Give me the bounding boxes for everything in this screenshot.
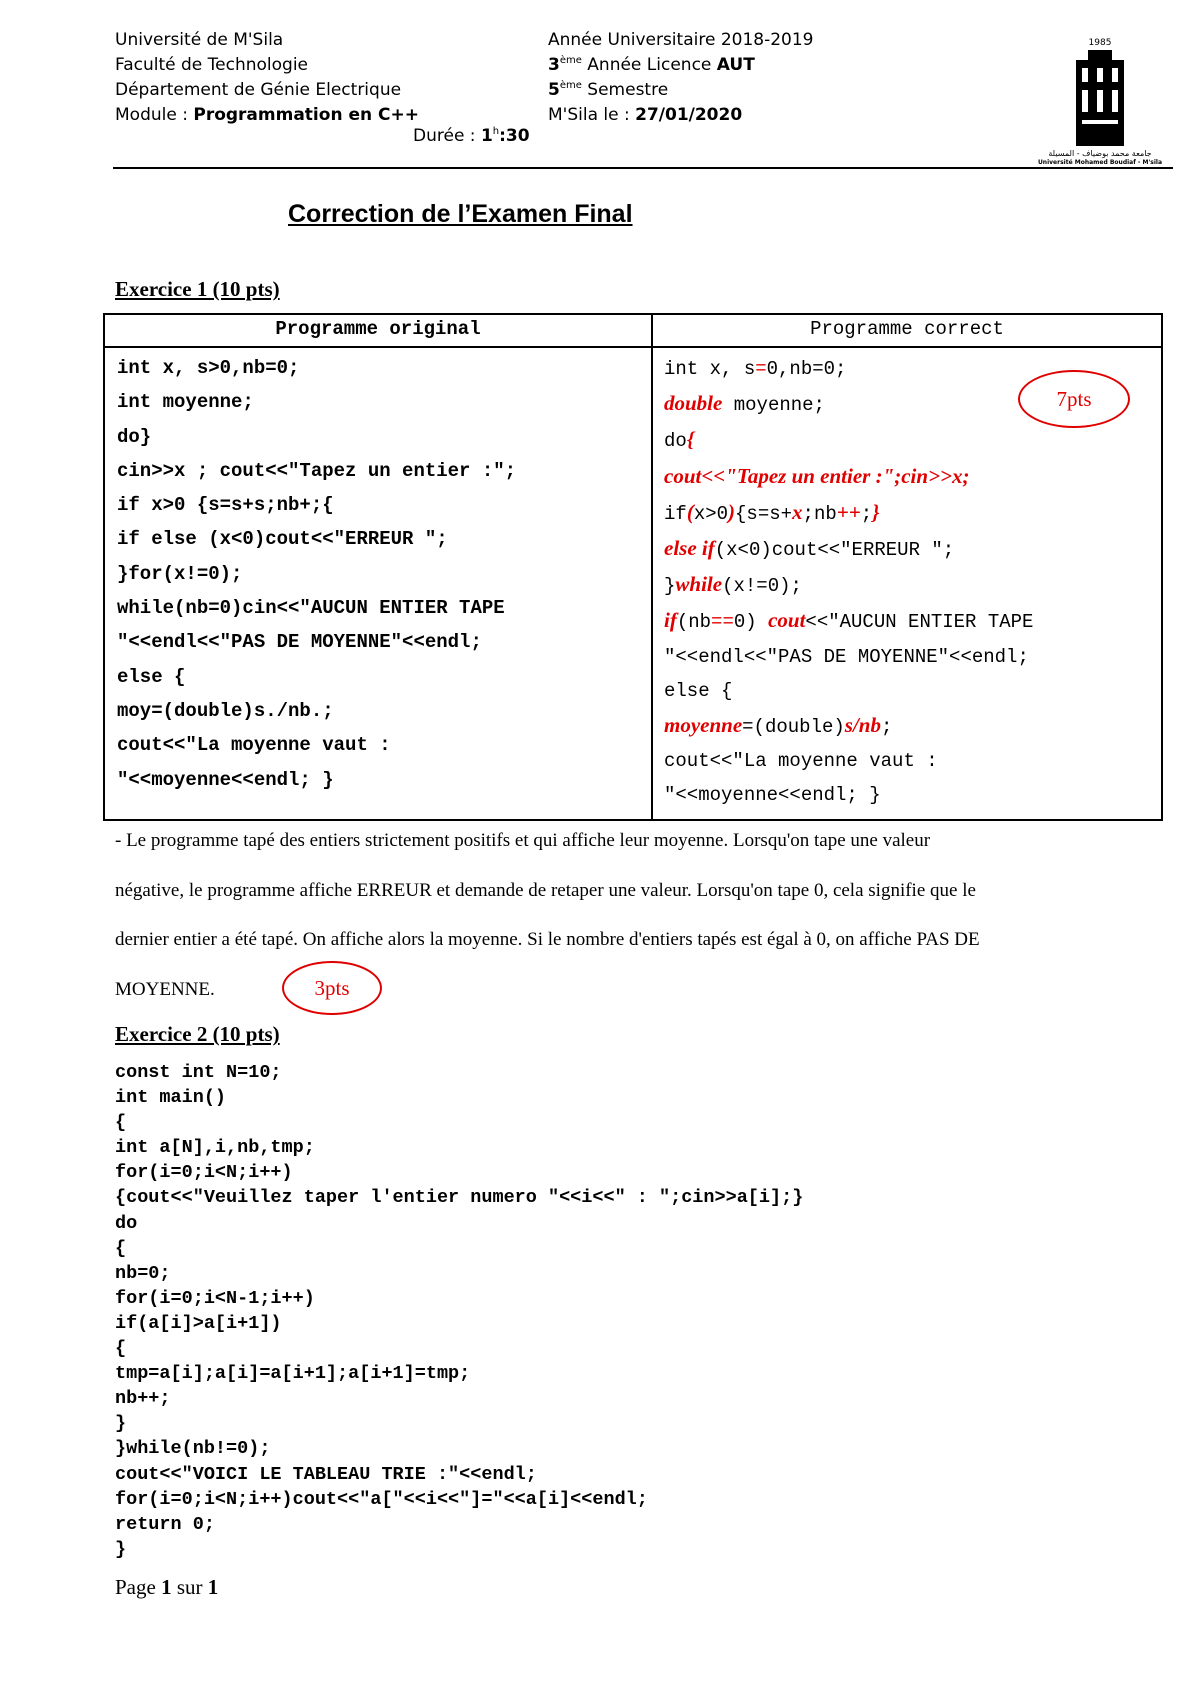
page-number: 1 <box>161 1575 172 1599</box>
code-line: if else (x<0)cout<<"ERREUR "; <box>117 528 448 551</box>
svg-text:جامعة محمد بوضياف - المسيلة: جامعة محمد بوضياف - المسيلة <box>1048 149 1152 158</box>
page-total: 1 <box>207 1575 219 1599</box>
module-line <box>115 103 419 128</box>
page-title: Correction de l’Examen Final <box>288 200 633 228</box>
svg-text:1985: 1985 <box>1088 38 1112 48</box>
page-label: Page <box>115 1575 156 1599</box>
page-footer <box>115 1575 218 1600</box>
licence-year-text: Année Licence <box>587 55 712 75</box>
date-label: M'Sila le : <box>548 105 630 125</box>
exercise1-code-table <box>103 313 1163 821</box>
code-line: cout<<"VOICI LE TABLEAU TRIE :"<<endl; <box>115 1463 537 1485</box>
table-body-row <box>104 347 1162 820</box>
semester <box>548 78 813 103</box>
code-line: { <box>115 1237 127 1259</box>
academic-year: Année Universitaire 2018-2019 <box>548 30 814 50</box>
explanation-line: MOYENNE. <box>115 978 215 1000</box>
licence-year-sup: ème <box>559 55 582 66</box>
code-line: int x, s>0,nb=0; <box>117 357 300 379</box>
duration-minutes: :30 <box>499 126 530 146</box>
code-line: { <box>115 1338 127 1360</box>
licence-year <box>548 53 813 78</box>
code-line: cout<<"La moyenne vaut : <box>664 750 938 773</box>
explanation-line: négative, le programme affiche ERREUR et demande de retaper une valeur. Lorsqu'on tape 0, cela signifie que le <box>115 879 976 901</box>
code-line: nb=0; <box>115 1262 171 1284</box>
code-line: if(a[i]>a[i+1]) <box>115 1312 282 1334</box>
date-value: 27/01/2020 <box>635 105 743 125</box>
code-line: do} <box>117 425 152 448</box>
code-line: do{ <box>664 427 695 453</box>
code-line: tmp=a[i];a[i]=a[i+1];a[i+1]=tmp; <box>115 1363 471 1385</box>
university-logo <box>1030 30 1170 165</box>
code-line: "<<moyenne<<endl; } <box>117 768 334 791</box>
semester-num: 5 <box>548 80 560 100</box>
col-correct-header: Programme correct <box>652 314 1162 347</box>
exercise2-code <box>115 1060 803 1562</box>
original-program <box>104 347 652 820</box>
code-line: { <box>115 1112 127 1134</box>
code-line: for(i=0;i<N;i++)cout<<"a["<<i<<"]="<<a[i]<<endl; <box>115 1488 648 1510</box>
code-line: if x>0 {s=s+s;nb+;{ <box>117 494 334 517</box>
code-line: const int N=10; <box>115 1062 282 1083</box>
code-line: cout<<"La moyenne vaut : <box>117 734 391 757</box>
module-value: Programmation en C++ <box>193 105 419 125</box>
code-line: int a[N],i,nb,tmp; <box>115 1137 315 1159</box>
col-original-header: Programme original <box>104 314 652 347</box>
code-line: int main() <box>115 1087 227 1109</box>
header-session <box>548 28 813 128</box>
code-line: cout<<"Tapez un entier :";cin>>x; <box>664 463 970 488</box>
table-header-row <box>104 314 1162 347</box>
code-line: }while(nb!=0); <box>115 1438 271 1460</box>
semester-sup: ème <box>559 80 582 91</box>
licence-year-num: 3 <box>548 55 560 75</box>
code-line: double moyenne; <box>664 391 825 417</box>
code-line: "<<moyenne<<endl; } <box>664 784 881 807</box>
code-line: "<<endl<<"PAS DE MOYENNE"<<endl; <box>664 645 1029 668</box>
explanation-line: dernier entier a été tapé. On affiche alors la moyenne. Si le nombre d'entiers tapés est égal à 0, on affiche PAS DE <box>115 929 980 950</box>
exercise2-title: Exercice 2 (10 pts) <box>115 1022 280 1046</box>
duration-hours-sup: h <box>492 126 500 137</box>
faculty-name: Faculté de Technologie <box>115 55 309 75</box>
code-line: {cout<<"Veuillez taper l'entier numero "<<i<<" : ";cin>>a[i];} <box>115 1187 804 1209</box>
code-line: }while(x!=0); <box>664 572 802 598</box>
code-line: int moyenne; <box>117 391 254 414</box>
page-of-label: sur <box>176 1575 203 1599</box>
code-line: while(nb=0)cin<<"AUCUN ENTIER TAPE <box>117 597 505 620</box>
code-line: for(i=0;i<N;i++) <box>115 1162 293 1184</box>
code-line: else if(x<0)cout<<"ERREUR "; <box>664 536 955 562</box>
module-label: Module : <box>115 105 188 125</box>
code-line: nb++; <box>115 1388 171 1410</box>
svg-text:Université Mohamed Boudiaf - M: Université Mohamed Boudiaf - M'sila <box>1037 159 1163 165</box>
code-line: else { <box>664 679 733 702</box>
licence-specialty: AUT <box>716 55 755 75</box>
header-institution <box>115 28 419 128</box>
department-name: Département de Génie Electrique <box>115 80 402 100</box>
exam-date <box>548 103 813 128</box>
code-line: } <box>115 1538 127 1560</box>
code-line: "<<endl<<"PAS DE MOYENNE"<<endl; <box>117 631 482 654</box>
explanation-line: - Le programme tapé des entiers strictement positifs et qui affiche leur moyenne. Lorsqu'on tape une valeur <box>115 830 931 851</box>
code-line: do <box>115 1212 138 1234</box>
code-line: return 0; <box>115 1513 215 1535</box>
points-badge-explanation: 3pts <box>282 961 382 1015</box>
code-line: cin>>x ; cout<<"Tapez un entier :"; <box>117 459 517 482</box>
university-name: Université de M'Sila <box>115 30 284 50</box>
semester-text: Semestre <box>587 80 669 100</box>
code-line: } <box>115 1413 127 1435</box>
header-divider <box>113 167 1173 169</box>
code-line: moyenne=(double)s/nb; <box>664 713 893 739</box>
code-line: moy=(double)s./nb.; <box>117 699 334 722</box>
code-line: if(nb==0) cout<<"AUCUN ENTIER TAPE <box>664 608 1034 634</box>
code-line: for(i=0;i<N-1;i++) <box>115 1287 315 1309</box>
exam-duration <box>413 126 530 146</box>
duration-label: Durée : <box>413 126 476 146</box>
code-line: int x, s=0,nb=0; <box>664 358 847 380</box>
exercise1-explanation <box>115 816 1165 1014</box>
code-line: if(x>0){s=s+x;nb++;} <box>664 499 880 525</box>
duration-hours: 1 <box>480 126 493 146</box>
points-badge-code: 7pts <box>1018 370 1130 428</box>
exercise1-title: Exercice 1 (10 pts) <box>115 277 280 301</box>
code-line: }for(x!=0); <box>117 562 243 585</box>
code-line: else { <box>117 665 186 688</box>
